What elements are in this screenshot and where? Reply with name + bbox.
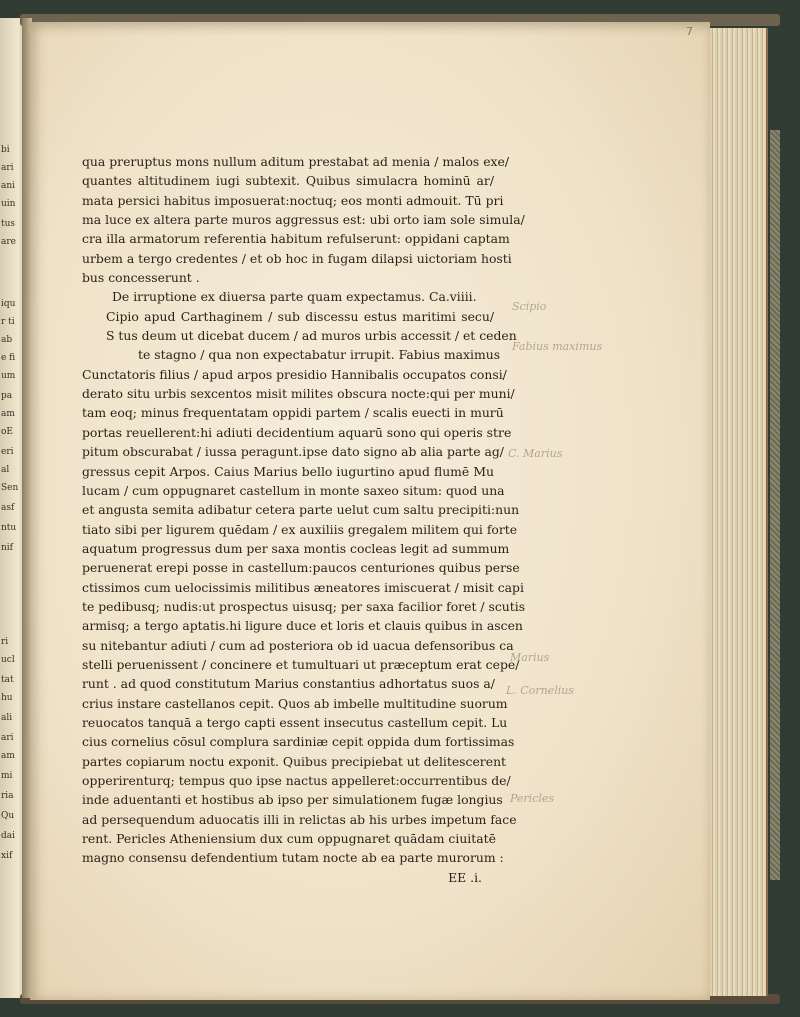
facing-page-fragment: xif [1, 851, 13, 861]
folio-number: 7 [686, 25, 693, 38]
text-line: tiato sibi per ligurem quēdam / ex auxiliis gregalem militem qui forte [82, 521, 518, 537]
text-line: quantes altitudinem iugi subtexit. Quibus simulacra hominū ar/ [82, 173, 494, 189]
facing-page-fragment: ucl [1, 655, 15, 665]
text-line: qua preruptus mons nullum aditum prestabat ad menia / malos exe/ [82, 154, 510, 169]
text-line: mata persici habitus imposuerat:noctuq; eos monti admouit. Tū pri [82, 192, 504, 208]
text-line: su nitebantur adiuti / cum ad posteriora ob id uacua defensoribus ca [82, 637, 514, 653]
facing-page-fragment: are [1, 237, 16, 247]
text-line: pitum obscurabat / iussa peragunt.ipse dato signo ab alia parte ag/ [82, 444, 504, 460]
facing-page-fragment: ari [1, 733, 14, 743]
facing-page-fragment: ari [1, 163, 14, 173]
text-line: te pedibusq; nudis:ut prospectus uisusq; per saxa facilior foret / scutis [82, 598, 526, 614]
text-line: ctissimos cum uelocissimis militibus æneatores imiscuerat / misit capi [82, 579, 524, 595]
text-line: Cipio apud Carthaginem / sub discessu estus maritimi secu/ [106, 308, 494, 324]
facing-page-fragment: oE [1, 427, 13, 437]
marginal-note: Fabius maximus [512, 340, 603, 353]
text-line: partes copiarum noctu exponit. Quibus precipiebat ut delitescerent [82, 753, 507, 769]
text-line: gressus cepit Arpos. Caius Marius bello iugurtino apud flumē Mu [82, 463, 494, 479]
facing-page-fragment: eri [1, 447, 14, 457]
facing-page-fragment: ali [1, 713, 13, 723]
text-line: crius instare castellanos cepit. Quos ab imbelle multitudine suorum [82, 695, 508, 711]
facing-page-fragment: ntu [1, 523, 17, 533]
facing-page-fragment: Sen [1, 483, 19, 493]
facing-page-fragment: al [1, 465, 10, 475]
text-line: tam eoq; minus frequentatam oppidi partem / scalis euecti in murū [82, 405, 504, 421]
text-line: urbem a tergo credentes / et ob hoc in fugam dilapsi uictoriam hosti [82, 250, 512, 266]
facing-page-fragment: tat [1, 675, 14, 685]
text-line: runt . ad quod constitutum Marius constantius adhortatus suos a/ [82, 676, 495, 692]
marginal-note: Scipio [512, 300, 547, 313]
marbled-board [770, 130, 780, 880]
text-line: te stagno / qua non expectabatur irrupit. Fabius maximus [138, 347, 501, 363]
facing-page-fragment: iqu [1, 299, 16, 309]
facing-page-fragment: nif [1, 543, 14, 553]
signature-mark: EE .i. [448, 869, 482, 885]
text-line: inde aduentanti et hostibus ab ipso per simulationem fugæ longius [82, 792, 503, 808]
facing-page-fragment: asf [1, 503, 15, 513]
text-line: lucam / cum oppugnaret castellum in monte saxeo situm: quod una [82, 482, 505, 498]
facing-page-fragment: ri [1, 637, 9, 647]
facing-page-fragment: um [1, 371, 16, 381]
text-line: armisq; a tergo aptatis.hi ligure duce et loris et clauis quibus in ascen [82, 618, 523, 634]
facing-page-fragment: ani [1, 181, 16, 191]
page-edges [700, 28, 768, 996]
facing-page-fragment: Qu [1, 811, 15, 821]
facing-page-fragment: hu [1, 693, 13, 703]
facing-page-fragment: pa [1, 391, 13, 401]
text-line: cius cornelius cōsul complura sardiniæ cepit oppida dum fortissimas [82, 734, 515, 750]
text-line: S tus deum ut dicebat ducem / ad muros urbis accessit / et ceden [106, 328, 517, 344]
text-line: ma luce ex altera parte muros aggressus est: ubi orto iam sole simula/ [82, 212, 525, 228]
text-line: magno consensu defendentium tutam nocte ab ea parte murorum : [82, 850, 504, 866]
marginal-note: L. Cornelius [506, 684, 574, 697]
chapter-heading: De irruptione ex diuersa parte quam expectamus. Ca.viiii. [112, 289, 477, 305]
text-line: derato situ urbis sexcentos misit milites obscura nocte:qui per muni/ [82, 386, 515, 402]
main-text [82, 152, 526, 887]
text-line: reuocatos tanquā a tergo capti essent insecutus castellum cepit. Lu [82, 714, 508, 730]
marginal-note: Marius [510, 651, 550, 664]
text-line: ad persequendum aduocatis illi in relictas ab his urbes impetum face [82, 811, 517, 827]
facing-page-fragment: ab [1, 335, 13, 345]
facing-page-fragment: tus [1, 219, 16, 229]
facing-page-fragment: am [1, 409, 15, 419]
text-line: cra illa armatorum referentia habitum refulserunt: oppidani captam [82, 231, 510, 247]
text-line: peruenerat erepi posse in castellum:paucos centuriones quibus perse [82, 560, 520, 576]
marginal-note: Pericles [510, 792, 555, 805]
marginal-note: C. Marius [508, 447, 563, 460]
facing-page-fragment: am [1, 751, 15, 761]
facing-page-fragment: uin [1, 199, 16, 209]
facing-page-fragment: bi [1, 145, 10, 155]
facing-page-fragment: mi [1, 771, 13, 781]
facing-page-fragment: r ti [1, 317, 15, 327]
text-line: rent. Pericles Atheniensium dux cum oppugnaret quādam ciuitatē [82, 831, 496, 847]
facing-page-fragment: e fi [1, 353, 16, 363]
text-line: Cunctatoris filius / apud arpos presidio Hannibalis occupatos consi/ [82, 366, 507, 382]
text-line: aquatum progressus dum per saxa montis cocleas legit ad summum [82, 540, 510, 556]
facing-page-fragment: ria [1, 791, 14, 801]
text-line: stelli peruenissent / concinere et tumultuari ut præceptum erat cepe/ [82, 656, 520, 672]
text-line: portas reuellerent:hi adiuti decidentium aquarū sono qui operis stre [82, 424, 512, 440]
text-line: bus concesserunt . [82, 270, 200, 286]
facing-page-fragment: dai [1, 831, 16, 841]
text-line: et angusta semita adibatur cetera parte uelut cum saltu precipiti:nun [82, 502, 520, 518]
text-line: opperirenturq; tempus quo ipse nactus appelleret:occurrentibus de/ [82, 773, 511, 788]
